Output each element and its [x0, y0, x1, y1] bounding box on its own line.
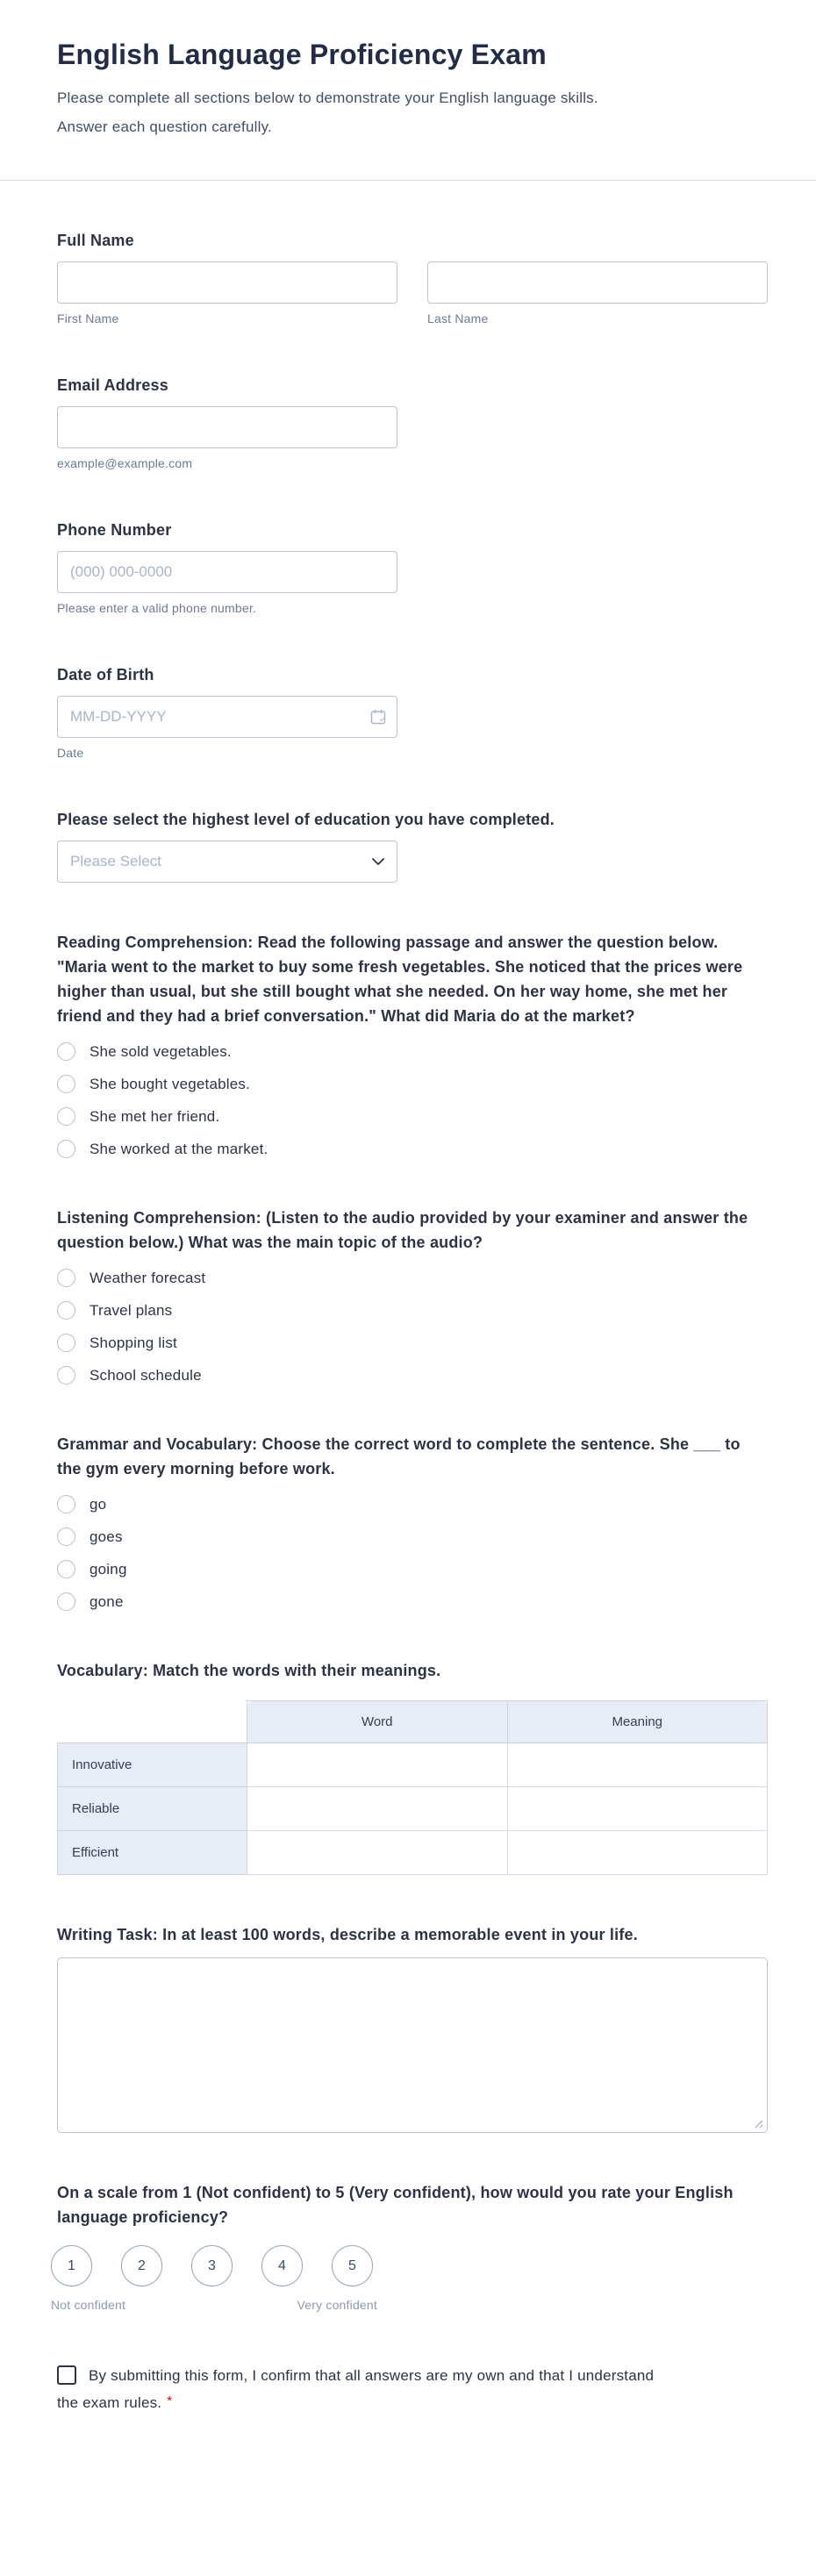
- question-scale: [51, 2180, 768, 2312]
- radio-option[interactable]: [57, 1528, 768, 1546]
- writing-textarea[interactable]: [57, 1957, 768, 2133]
- reading-label: Reading Comprehension: Read the following passage and answer the question below. "Maria went to the market to buy some fresh vegetables. She noticed that the prices were higher than usual, but she still bought what she needed. On her way home, she met her friend and they had a brief conversation." What did Maria do at the market?: [57, 934, 743, 1025]
- email-sublabel: example@example.com: [57, 456, 193, 470]
- required-asterisk: *: [167, 2394, 173, 2408]
- radio-option-label[interactable]: She sold vegetables.: [89, 1042, 232, 1060]
- question-consent: [57, 2363, 671, 2415]
- consent-label[interactable]: By submitting this form, I confirm that all answers are my own and that I understand the exam rules.: [57, 2367, 655, 2411]
- radio-option[interactable]: [57, 1334, 768, 1352]
- radio-icon[interactable]: [57, 1269, 75, 1287]
- question-phone: [57, 518, 768, 615]
- radio-option[interactable]: [57, 1107, 768, 1126]
- scale-option-2[interactable]: 2: [121, 2245, 162, 2286]
- radio-option-label[interactable]: goes: [89, 1528, 123, 1545]
- last-name-col: [427, 261, 768, 326]
- table-row: [58, 1831, 768, 1875]
- dob-input-wrap: [57, 696, 397, 738]
- scale-option-4[interactable]: 4: [261, 2245, 303, 2286]
- scale-max-label: Very confident: [297, 2298, 377, 2312]
- question-full-name: [57, 228, 768, 326]
- radio-icon[interactable]: [57, 1592, 75, 1611]
- form-header: [0, 0, 816, 180]
- scale-label: On a scale from 1 (Not confident) to 5 (Very confident), how would you rate your English language proficiency?: [57, 2184, 734, 2226]
- question-vocabulary: [57, 1658, 768, 1875]
- radio-option[interactable]: [57, 1560, 768, 1578]
- radio-option-label[interactable]: gone: [89, 1592, 124, 1610]
- education-select[interactable]: [57, 841, 397, 883]
- question-email: [57, 373, 768, 470]
- header-divider: [0, 180, 816, 181]
- email-input[interactable]: [57, 406, 397, 448]
- table-header-row: [58, 1701, 768, 1743]
- writing-textarea-wrap: [57, 1957, 768, 2133]
- table-row-header: Innovative: [58, 1743, 247, 1787]
- radio-option-label[interactable]: Weather forecast: [89, 1269, 206, 1286]
- radio-option-label[interactable]: going: [89, 1560, 127, 1578]
- first-name-input[interactable]: [57, 261, 397, 304]
- radio-option[interactable]: [57, 1075, 768, 1093]
- form-body: [0, 228, 816, 2521]
- table-cell[interactable]: [507, 1787, 768, 1831]
- form-subtitle: Please complete all sections below to demonstrate your English language skills. Answer each question carefully.: [57, 89, 598, 135]
- question-listening: [57, 1206, 768, 1385]
- question-dob: [57, 662, 768, 760]
- radio-option-label[interactable]: She bought vegetables.: [89, 1075, 251, 1092]
- last-name-sublabel: Last Name: [427, 311, 489, 326]
- scale-widget: [51, 2245, 768, 2312]
- dob-input[interactable]: [57, 696, 397, 738]
- table-cell[interactable]: [247, 1787, 508, 1831]
- radio-option-label[interactable]: Shopping list: [89, 1334, 177, 1351]
- scale-option-5[interactable]: 5: [332, 2245, 373, 2286]
- scale-option-1[interactable]: 1: [51, 2245, 92, 2286]
- radio-option[interactable]: [57, 1301, 768, 1320]
- question-reading: [57, 930, 768, 1158]
- radio-icon[interactable]: [57, 1334, 75, 1352]
- full-name-row: [57, 261, 768, 326]
- radio-icon[interactable]: [57, 1495, 75, 1513]
- table-cell[interactable]: [507, 1831, 768, 1875]
- scale-min-label: Not confident: [51, 2298, 126, 2312]
- table-row: [58, 1787, 768, 1831]
- table-row-header: Reliable: [58, 1787, 247, 1831]
- full-name-label: Full Name: [57, 232, 134, 249]
- radio-option[interactable]: [57, 1140, 768, 1158]
- education-label: Please select the highest level of education you have completed.: [57, 811, 555, 828]
- radio-icon[interactable]: [57, 1107, 75, 1126]
- phone-label: Phone Number: [57, 521, 172, 539]
- dob-sublabel: Date: [57, 746, 84, 760]
- radio-option-label[interactable]: go: [89, 1495, 107, 1513]
- scale-circles: [51, 2245, 768, 2286]
- table-row-header: Efficient: [58, 1831, 247, 1875]
- radio-option[interactable]: [57, 1592, 768, 1611]
- reading-options: [57, 1042, 768, 1158]
- grammar-label: Grammar and Vocabulary: Choose the correct word to complete the sentence. She ___ to the gym every morning before work.: [57, 1435, 741, 1478]
- radio-icon[interactable]: [57, 1366, 75, 1385]
- table-cell[interactable]: [247, 1831, 508, 1875]
- listening-options: [57, 1269, 768, 1385]
- radio-icon[interactable]: [57, 1075, 75, 1093]
- listening-label: Listening Comprehension: (Listen to the audio provided by your examiner and answer the question below.) What was the main topic of the audio?: [57, 1209, 748, 1251]
- phone-input[interactable]: [57, 551, 397, 593]
- consent-checkbox[interactable]: [57, 2365, 76, 2385]
- table-row: [58, 1743, 768, 1787]
- question-grammar: [57, 1432, 768, 1611]
- table-cell[interactable]: [507, 1743, 768, 1787]
- radio-icon[interactable]: [57, 1560, 75, 1578]
- grammar-options: [57, 1495, 768, 1611]
- radio-option[interactable]: [57, 1495, 768, 1513]
- radio-icon[interactable]: [57, 1042, 75, 1061]
- table-cell[interactable]: [247, 1743, 508, 1787]
- scale-option-3[interactable]: 3: [191, 2245, 233, 2286]
- education-select-value: Please Select: [70, 853, 161, 869]
- last-name-input[interactable]: [427, 261, 768, 304]
- radio-option-label[interactable]: She met her friend.: [89, 1107, 220, 1125]
- question-writing: [57, 1922, 768, 2133]
- question-education: [57, 807, 768, 883]
- radio-icon[interactable]: [57, 1301, 75, 1320]
- scale-endpoint-labels: [51, 2298, 377, 2312]
- radio-option[interactable]: [57, 1042, 768, 1061]
- radio-option-label[interactable]: She worked at the market.: [89, 1140, 268, 1157]
- vocabulary-label: Vocabulary: Match the words with their meanings.: [57, 1662, 441, 1679]
- table-column-header: Meaning: [507, 1701, 768, 1743]
- form-title: English Language Proficiency Exam: [57, 39, 547, 70]
- first-name-sublabel: First Name: [57, 311, 119, 326]
- radio-option-label[interactable]: Travel plans: [89, 1301, 173, 1319]
- dob-label: Date of Birth: [57, 666, 154, 683]
- radio-icon[interactable]: [57, 1528, 75, 1546]
- email-label: Email Address: [57, 376, 168, 394]
- phone-sublabel: Please enter a valid phone number.: [57, 601, 257, 615]
- first-name-col: [57, 261, 397, 326]
- vocabulary-table: [57, 1700, 768, 1875]
- calendar-icon[interactable]: [369, 708, 387, 726]
- table-column-header: Word: [247, 1701, 508, 1743]
- chevron-down-icon: [372, 858, 384, 866]
- radio-option[interactable]: [57, 1269, 768, 1287]
- writing-label: Writing Task: In at least 100 words, describe a memorable event in your life.: [57, 1926, 638, 1943]
- radio-option-label[interactable]: School schedule: [89, 1366, 202, 1384]
- radio-icon[interactable]: [57, 1140, 75, 1158]
- radio-option[interactable]: [57, 1366, 768, 1385]
- table-corner-cell: [58, 1701, 247, 1743]
